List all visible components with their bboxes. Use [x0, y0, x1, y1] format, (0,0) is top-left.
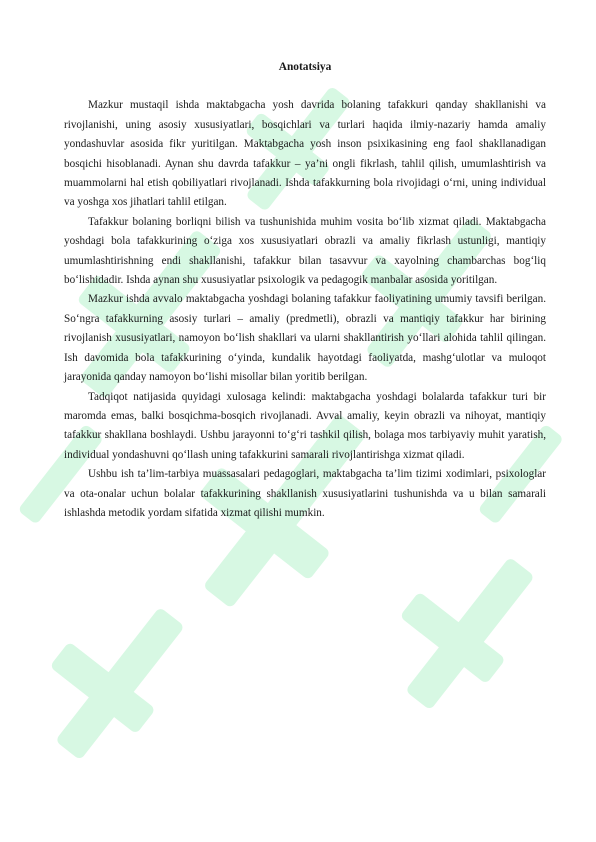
- paragraph-1: Mazkur mustaqil ishda maktabgacha yosh davrida bolaning tafakkuri qanday shakllanishi va rivojlanishi, uning asosiy xususiyatlari, bosqichlari va turlari haqida ilmiy-nazariy hamda amaliy yondashuvlar asosida fikr yuritilgan. Maktabgacha yosh inson psixikasining eng faol shakllanadigan bosqichi hisoblanadi. Aynan shu davrda tafakkur – ya’ni ongli fikrlash, tahlil qilish, umumlashtirish va muammolarni hal etish qobiliyatlari rivojlanadi. Ishda tafakkurning bola rivojidagi o‘rni, uning individual va yoshga xos jihatlari tahlil etilgan.: [64, 99, 546, 209]
- document-title: Anotatsiya: [278, 61, 332, 73]
- paragraph-4: Tadqiqot natijasida quyidagi xulosaga kelindi: maktabgacha yoshdagi bolalarda tafakkur turi bir maromda emas, balki bosqichma-bosqich rivojlanadi. Avval amaliy, keyin obrazli va nihoyat, mantiqiy tafakkur shakllana boshlaydi. Ushbu jarayonni to‘g‘ri tashkil qilish, bolaga mos tarbiyaviy muhit yaratish, individual yondashuvni qo‘llash uning tafakkurini samarali rivojlantirishga xizmat qiladi.: [64, 390, 546, 461]
- document-body: [64, 58, 546, 523]
- paragraph-3: Mazkur ishda avvalo maktabgacha yoshdagi bolaning tafakkur faoliyatining umumiy tavsifi berilgan. So‘ngra tafakkurning asosiy turlari – amaliy (predmetli), obrazli va mantiqiy tafakkur har birining rivojlanish xususiyatlari, namoyon bo‘lish shakllari va ularni shakllantirish yo‘llari alohida tahlil qilingan. Ish davomida bola tafakkurining o‘yinda, kundalik hayotdagi faoliyatda, mashg‘ulotlar va muloqot jarayonida qanday namoyon bo‘lishi misollar bilan yoritib berilgan.: [64, 293, 546, 384]
- paragraph-2: Tafakkur bolaning borliqni bilish va tushunishida muhim vosita bo‘lib xizmat qiladi. Maktabgacha yoshdagi bola tafakkurining o‘ziga xos xususiyatlari obrazli va amaliy fikrlash ustunligi, mantiqiy umumlashtirishning endi shakllanishi, tafakkur bilan tasavvur va xayolning chambarchas bog‘liq bo‘lishidadir. Ishda aynan shu xususiyatlar psixologik va pedagogik manbalar asosida yoritilgan.: [64, 215, 546, 287]
- paragraph-5: Ushbu ish ta’lim-tarbiya muassasalari pedagoglari, maktabgacha ta’lim tizimi xodimlari, psixologlar va ota-onalar uchun bolalar tafakkurining shakllanish xususiyatlarini tushunishda va u bilan samarali ishlashda metodik yordam sifatida xizmat qilishi mumkin.: [64, 468, 546, 519]
